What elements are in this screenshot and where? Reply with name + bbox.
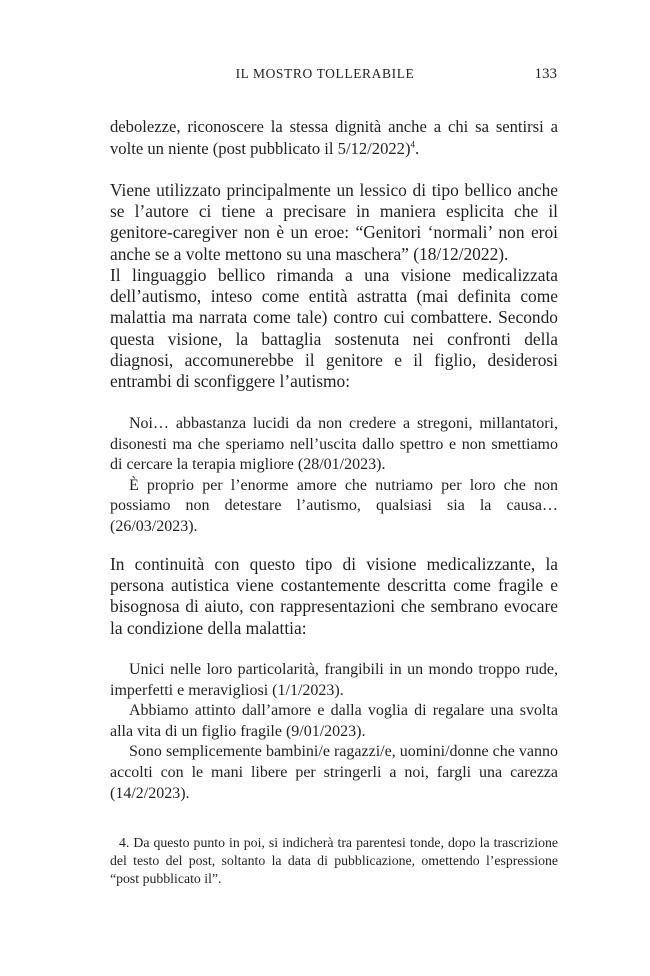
quote-paragraph: Abbiamo attinto dall’amore e dalla voglia di regalare una svolta alla vita di un figlio fragile (9/01/2023). — [110, 702, 558, 740]
footnote-reference[interactable]: 4 — [410, 138, 415, 149]
paragraph-medicalizing — [110, 554, 558, 639]
footnote — [110, 834, 558, 889]
block-quote-2 — [110, 660, 558, 804]
paragraph-continuation — [110, 116, 558, 159]
quote-paragraph: Noi… abbastanza lucidi da non credere a stregoni, millantatori, disonesti ma che speriamo nell’uscita dallo spettro e non smettiamo di cercare la terapia migliore (28/01/2023). — [110, 415, 558, 474]
quote-paragraph: Unici nelle loro particolarità, frangibili in un mondo troppo rude, imperfetti e meravigliosi (1/1/2023). — [110, 661, 558, 699]
paragraph-lexicon — [110, 180, 558, 265]
paragraph-text: debolezze, riconoscere la stessa dignità anche a chi sa sentirsi a volte un niente (post pubblicato il 5/12/2022) — [110, 117, 558, 158]
page-number: 133 — [534, 66, 557, 82]
running-head: IL MOSTRO TOLLERABILE — [235, 66, 415, 81]
paragraph-text: Viene utilizzato principalmente un lessico di tipo bellico anche se l’autore ci tiene a precisare in maniera esplicita che il genitore-caregiver non è un eroe: “Genitori ‘normali’ non eroi anche se a volte mettono su una maschera” (18/12/2022). — [110, 180, 558, 264]
paragraph-text: Il linguaggio bellico rimanda a una visione medicalizzata dell’autismo, inteso come entità astratta (mai definita come malattia ma narrata come tale) contro cui combattere. Secondo questa visione, la battaglia sostenuta nei confronti della diagnosi, accomunerebbe il genitore e il figlio, desiderosi entrambi di sconfiggere l’autismo: — [110, 265, 558, 392]
paragraph-end: . — [415, 138, 420, 158]
block-quote-1 — [110, 414, 558, 538]
quote-paragraph: È proprio per l’enorme amore che nutriamo per loro che non possiamo non detestare l’autismo, qualsiasi sia la causa… (26/03/2023). — [110, 476, 558, 535]
quote-paragraph: Sono semplicemente bambini/e ragazzi/e, uomini/donne che vanno accolti con le mani libere per stringerli a noi, fargli una carezza (14/2/2023). — [110, 743, 558, 802]
page-header — [0, 66, 650, 86]
paragraph-text: In continuità con questo tipo di visione medicalizzante, la persona autistica viene costantemente descritta come fragile e bisognosa di aiuto, con rappresentazioni che sembrano evocare la condizione della malattia: — [110, 554, 558, 638]
paragraph-war-language — [110, 265, 558, 392]
footnote-text: 4. Da questo punto in poi, si indicherà tra parentesi tonde, dopo la trascrizione del testo del post, soltanto la data di pubblicazione, omettendo l’espressione “post pubblicato il”. — [110, 835, 558, 887]
